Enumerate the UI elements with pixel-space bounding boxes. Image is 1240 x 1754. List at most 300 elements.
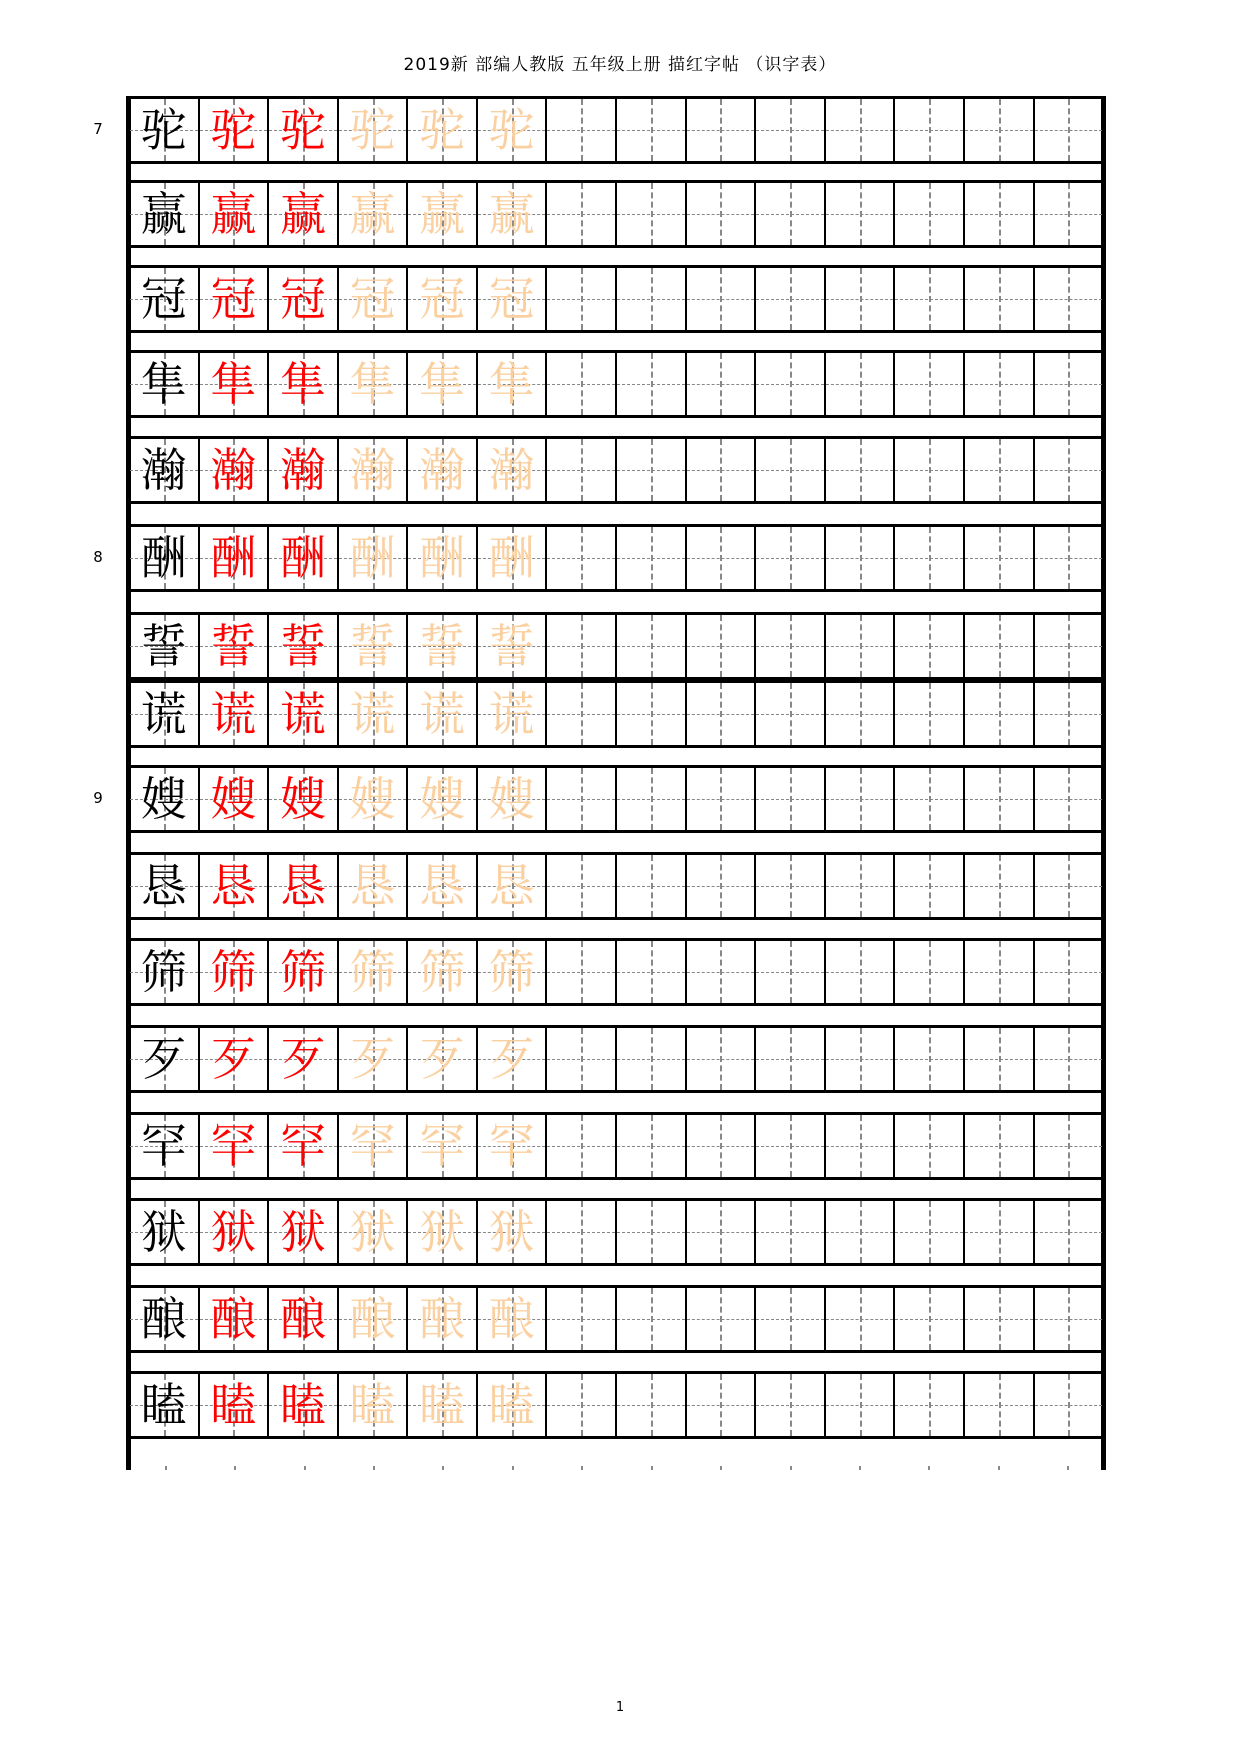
light-trace-character: 狱 (419, 1205, 466, 1259)
trace-cell (408, 527, 478, 589)
trace-cell (478, 353, 548, 415)
empty-practice-cell[interactable] (1035, 1374, 1103, 1436)
light-trace-character: 赢 (349, 187, 396, 241)
model-cell (130, 855, 200, 917)
light-trace-character: 酿 (349, 1292, 396, 1346)
practice-row (130, 852, 1102, 920)
light-trace-character: 罕 (349, 1119, 396, 1173)
empty-practice-cell[interactable] (965, 1201, 1035, 1263)
empty-practice-cell[interactable] (1035, 1201, 1103, 1263)
empty-practice-cell[interactable] (1035, 268, 1103, 330)
trace-cell (269, 683, 339, 745)
empty-practice-cell[interactable] (547, 1115, 617, 1177)
empty-practice-cell[interactable] (687, 941, 757, 1003)
guide-tick (963, 1456, 1032, 1470)
red-trace-character: 狱 (279, 1205, 326, 1259)
trace-cell (339, 183, 409, 245)
empty-practice-cell[interactable] (687, 1374, 757, 1436)
trace-cell (478, 183, 548, 245)
red-trace-character: 谎 (210, 687, 257, 741)
empty-practice-cell[interactable] (687, 268, 757, 330)
empty-practice-cell[interactable] (617, 1028, 687, 1090)
practice-row (130, 765, 1102, 833)
empty-practice-cell[interactable] (1035, 615, 1103, 677)
trace-cell (269, 183, 339, 245)
empty-practice-cell[interactable] (756, 1201, 826, 1263)
model-cell (130, 353, 200, 415)
empty-practice-cell[interactable] (826, 855, 896, 917)
empty-practice-cell[interactable] (617, 683, 687, 745)
empty-practice-cell[interactable] (895, 1028, 965, 1090)
model-cell (130, 768, 200, 830)
light-trace-character: 驼 (488, 103, 535, 157)
empty-practice-cell[interactable] (1035, 1115, 1103, 1177)
model-cell (130, 1028, 200, 1090)
empty-practice-cell[interactable] (547, 855, 617, 917)
empty-practice-cell[interactable] (687, 99, 757, 161)
trace-cell (339, 855, 409, 917)
guide-tick (547, 1456, 616, 1470)
empty-practice-cell[interactable] (547, 99, 617, 161)
empty-practice-cell[interactable] (895, 615, 965, 677)
light-trace-character: 隼 (349, 357, 396, 411)
red-trace-character: 谎 (279, 687, 326, 741)
trace-cell (269, 855, 339, 917)
red-trace-character: 誓 (210, 619, 257, 673)
trace-cell (408, 439, 478, 501)
model-cell (130, 615, 200, 677)
empty-practice-cell[interactable] (756, 1028, 826, 1090)
empty-practice-cell[interactable] (687, 527, 757, 589)
light-trace-character: 酬 (419, 531, 466, 585)
trace-cell (478, 1288, 548, 1350)
trace-cell (478, 527, 548, 589)
trace-cell (478, 439, 548, 501)
empty-practice-cell[interactable] (1035, 353, 1103, 415)
red-trace-character: 瀚 (210, 443, 257, 497)
empty-practice-cell[interactable] (756, 615, 826, 677)
trace-cell (339, 353, 409, 415)
model-character: 歹 (140, 1032, 187, 1086)
light-trace-character: 瀚 (488, 443, 535, 497)
trace-cell (339, 99, 409, 161)
empty-practice-cell[interactable] (687, 1028, 757, 1090)
empty-practice-cell[interactable] (687, 439, 757, 501)
empty-practice-cell[interactable] (965, 615, 1035, 677)
lesson-number: 7 (93, 120, 103, 138)
red-trace-character: 罕 (210, 1119, 257, 1173)
empty-practice-cell[interactable] (965, 268, 1035, 330)
light-trace-character: 歹 (419, 1032, 466, 1086)
trace-cell (339, 268, 409, 330)
light-trace-character: 筛 (349, 945, 396, 999)
empty-practice-cell[interactable] (617, 1288, 687, 1350)
trace-cell (339, 768, 409, 830)
empty-practice-cell[interactable] (826, 268, 896, 330)
empty-practice-cell[interactable] (756, 941, 826, 1003)
empty-practice-cell[interactable] (547, 268, 617, 330)
light-trace-character: 嫂 (349, 772, 396, 826)
model-character: 赢 (140, 187, 187, 241)
empty-practice-cell[interactable] (826, 353, 896, 415)
empty-practice-cell[interactable] (965, 855, 1035, 917)
empty-practice-cell[interactable] (1035, 183, 1103, 245)
guide-tick (338, 1456, 407, 1470)
empty-practice-cell[interactable] (965, 99, 1035, 161)
empty-practice-cell[interactable] (756, 768, 826, 830)
empty-practice-cell[interactable] (965, 1374, 1035, 1436)
trace-cell (339, 439, 409, 501)
guide-tick (685, 1456, 754, 1470)
model-cell (130, 1288, 200, 1350)
trace-cell (200, 941, 270, 1003)
empty-practice-cell[interactable] (756, 527, 826, 589)
guide-tick (199, 1456, 268, 1470)
trace-cell (200, 527, 270, 589)
trace-cell (339, 1374, 409, 1436)
empty-practice-cell[interactable] (895, 1288, 965, 1350)
empty-practice-cell[interactable] (756, 855, 826, 917)
empty-practice-cell[interactable] (617, 527, 687, 589)
empty-practice-cell[interactable] (895, 527, 965, 589)
empty-practice-cell[interactable] (687, 855, 757, 917)
empty-practice-cell[interactable] (687, 1288, 757, 1350)
empty-practice-cell[interactable] (965, 527, 1035, 589)
light-trace-character: 誓 (349, 619, 396, 673)
trace-cell (478, 683, 548, 745)
empty-practice-cell[interactable] (895, 1201, 965, 1263)
empty-practice-cell[interactable] (895, 353, 965, 415)
lesson-number: 8 (93, 548, 103, 566)
empty-practice-cell[interactable] (826, 439, 896, 501)
empty-practice-cell[interactable] (826, 1374, 896, 1436)
empty-practice-cell[interactable] (895, 768, 965, 830)
practice-row (130, 1112, 1102, 1180)
empty-practice-cell[interactable] (965, 1028, 1035, 1090)
light-trace-character: 驼 (349, 103, 396, 157)
light-trace-character: 狱 (488, 1205, 535, 1259)
practice-row (130, 612, 1102, 680)
trace-cell (200, 183, 270, 245)
empty-practice-cell[interactable] (895, 268, 965, 330)
trace-cell (269, 1288, 339, 1350)
trace-cell (408, 268, 478, 330)
light-trace-character: 恳 (349, 859, 396, 913)
empty-practice-cell[interactable] (1035, 439, 1103, 501)
guide-tick (130, 1456, 199, 1470)
empty-practice-cell[interactable] (547, 1288, 617, 1350)
empty-practice-cell[interactable] (617, 99, 687, 161)
trace-cell (339, 941, 409, 1003)
empty-practice-cell[interactable] (1035, 768, 1103, 830)
model-cell (130, 527, 200, 589)
model-character: 瀚 (140, 443, 187, 497)
trace-cell (269, 615, 339, 677)
empty-practice-cell[interactable] (1035, 527, 1103, 589)
lesson-number: 9 (93, 789, 103, 807)
empty-practice-cell[interactable] (687, 768, 757, 830)
light-trace-character: 歹 (349, 1032, 396, 1086)
light-trace-character: 誓 (419, 619, 466, 673)
empty-practice-cell[interactable] (1035, 855, 1103, 917)
model-cell (130, 1115, 200, 1177)
empty-practice-cell[interactable] (547, 1201, 617, 1263)
model-character: 谎 (140, 687, 187, 741)
practice-row (130, 680, 1102, 748)
trace-cell (269, 353, 339, 415)
red-trace-character: 驼 (279, 103, 326, 157)
red-trace-character: 嫂 (210, 772, 257, 826)
empty-practice-cell[interactable] (547, 1374, 617, 1436)
practice-row (130, 180, 1102, 248)
red-trace-character: 瀚 (279, 443, 326, 497)
trace-cell (200, 768, 270, 830)
empty-practice-cell[interactable] (826, 615, 896, 677)
page-title: 2019新 部编人教版 五年级上册 描红字帖 （识字表） (403, 55, 837, 75)
empty-practice-cell[interactable] (756, 99, 826, 161)
empty-practice-cell[interactable] (895, 855, 965, 917)
model-cell (130, 268, 200, 330)
model-cell (130, 183, 200, 245)
trace-cell (339, 1028, 409, 1090)
empty-practice-cell[interactable] (895, 183, 965, 245)
empty-practice-cell[interactable] (617, 183, 687, 245)
light-trace-character: 赢 (488, 187, 535, 241)
empty-practice-cell[interactable] (547, 527, 617, 589)
trace-cell (408, 855, 478, 917)
practice-row (130, 265, 1102, 333)
empty-practice-cell[interactable] (687, 683, 757, 745)
empty-practice-cell[interactable] (895, 439, 965, 501)
empty-practice-cell[interactable] (617, 1374, 687, 1436)
guide-tick (755, 1456, 824, 1470)
model-cell (130, 1374, 200, 1436)
practice-row (130, 96, 1102, 164)
empty-practice-cell[interactable] (895, 1115, 965, 1177)
empty-practice-cell[interactable] (895, 683, 965, 745)
model-character: 酿 (140, 1292, 187, 1346)
trace-cell (269, 1028, 339, 1090)
trace-cell (478, 99, 548, 161)
empty-practice-cell[interactable] (547, 615, 617, 677)
trace-cell (478, 1201, 548, 1263)
light-trace-character: 誓 (488, 619, 535, 673)
empty-practice-cell[interactable] (687, 1115, 757, 1177)
empty-practice-cell[interactable] (895, 1374, 965, 1436)
red-trace-character: 赢 (210, 187, 257, 241)
empty-practice-cell[interactable] (547, 353, 617, 415)
empty-practice-cell[interactable] (826, 768, 896, 830)
empty-practice-cell[interactable] (617, 1201, 687, 1263)
empty-practice-cell[interactable] (1035, 683, 1103, 745)
page-number: 1 (615, 1700, 625, 1715)
trace-cell (339, 615, 409, 677)
empty-practice-cell[interactable] (1035, 1288, 1103, 1350)
empty-practice-cell[interactable] (1035, 941, 1103, 1003)
empty-practice-cell[interactable] (826, 683, 896, 745)
empty-practice-cell[interactable] (547, 439, 617, 501)
red-trace-character: 隼 (210, 357, 257, 411)
guide-tick (894, 1456, 963, 1470)
red-trace-character: 歹 (210, 1032, 257, 1086)
empty-practice-cell[interactable] (756, 439, 826, 501)
light-trace-character: 谎 (419, 687, 466, 741)
empty-practice-cell[interactable] (547, 768, 617, 830)
trace-cell (200, 1115, 270, 1177)
red-trace-character: 赢 (279, 187, 326, 241)
empty-practice-cell[interactable] (965, 1115, 1035, 1177)
empty-practice-cell[interactable] (756, 683, 826, 745)
empty-practice-cell[interactable] (965, 183, 1035, 245)
red-trace-character: 狱 (210, 1205, 257, 1259)
empty-practice-cell[interactable] (895, 99, 965, 161)
model-character: 驼 (140, 103, 187, 157)
empty-practice-cell[interactable] (687, 1201, 757, 1263)
guide-tick (477, 1456, 546, 1470)
red-trace-character: 瞌 (210, 1378, 257, 1432)
light-trace-character: 瞌 (488, 1378, 535, 1432)
model-character: 誓 (140, 619, 187, 673)
empty-practice-cell[interactable] (687, 353, 757, 415)
empty-practice-cell[interactable] (547, 941, 617, 1003)
trace-cell (269, 941, 339, 1003)
light-trace-character: 瞌 (349, 1378, 396, 1432)
empty-practice-cell[interactable] (826, 183, 896, 245)
empty-practice-cell[interactable] (547, 683, 617, 745)
light-trace-character: 瞌 (419, 1378, 466, 1432)
empty-practice-cell[interactable] (826, 941, 896, 1003)
empty-practice-cell[interactable] (826, 1288, 896, 1350)
empty-practice-cell[interactable] (965, 768, 1035, 830)
red-trace-character: 歹 (279, 1032, 326, 1086)
trace-cell (408, 1288, 478, 1350)
empty-practice-cell[interactable] (617, 615, 687, 677)
practice-row (130, 1285, 1102, 1353)
empty-practice-cell[interactable] (756, 183, 826, 245)
empty-practice-cell[interactable] (687, 183, 757, 245)
empty-practice-cell[interactable] (965, 683, 1035, 745)
model-character: 隼 (140, 357, 187, 411)
empty-practice-cell[interactable] (965, 353, 1035, 415)
model-character: 罕 (140, 1119, 187, 1173)
light-trace-character: 瀚 (419, 443, 466, 497)
trace-cell (269, 268, 339, 330)
model-character: 筛 (140, 945, 187, 999)
red-trace-character: 酿 (279, 1292, 326, 1346)
trace-cell (200, 615, 270, 677)
light-trace-character: 筛 (488, 945, 535, 999)
trace-cell (269, 1115, 339, 1177)
trace-cell (408, 1115, 478, 1177)
red-trace-character: 筛 (210, 945, 257, 999)
trace-cell (200, 1028, 270, 1090)
empty-practice-cell[interactable] (617, 941, 687, 1003)
empty-practice-cell[interactable] (965, 1288, 1035, 1350)
empty-practice-cell[interactable] (826, 1201, 896, 1263)
empty-practice-cell[interactable] (965, 439, 1035, 501)
trace-cell (408, 1028, 478, 1090)
light-trace-character: 嫂 (488, 772, 535, 826)
guide-tick (269, 1456, 338, 1470)
trace-cell (269, 99, 339, 161)
trace-cell (269, 768, 339, 830)
light-trace-character: 驼 (419, 103, 466, 157)
light-trace-character: 罕 (488, 1119, 535, 1173)
model-cell (130, 683, 200, 745)
empty-practice-cell[interactable] (547, 183, 617, 245)
empty-practice-cell[interactable] (826, 527, 896, 589)
empty-practice-cell[interactable] (617, 439, 687, 501)
trace-cell (339, 1288, 409, 1350)
model-character: 酬 (140, 531, 187, 585)
empty-practice-cell[interactable] (756, 1115, 826, 1177)
trace-cell (408, 353, 478, 415)
empty-practice-cell[interactable] (895, 941, 965, 1003)
trace-cell (339, 1201, 409, 1263)
model-cell (130, 941, 200, 1003)
trace-cell (200, 1374, 270, 1436)
model-character: 恳 (140, 859, 187, 913)
light-trace-character: 谎 (349, 687, 396, 741)
red-trace-character: 酿 (210, 1292, 257, 1346)
trace-cell (200, 353, 270, 415)
trace-cell (478, 615, 548, 677)
light-trace-character: 隼 (419, 357, 466, 411)
trace-cell (269, 1201, 339, 1263)
empty-practice-cell[interactable] (617, 353, 687, 415)
empty-practice-cell[interactable] (826, 99, 896, 161)
empty-practice-cell[interactable] (756, 1374, 826, 1436)
empty-practice-cell[interactable] (617, 268, 687, 330)
trace-cell (200, 1288, 270, 1350)
empty-practice-cell[interactable] (756, 268, 826, 330)
trace-cell (408, 615, 478, 677)
empty-practice-cell[interactable] (1035, 1028, 1103, 1090)
red-trace-character: 瞌 (279, 1378, 326, 1432)
empty-practice-cell[interactable] (687, 615, 757, 677)
model-cell (130, 99, 200, 161)
red-trace-character: 嫂 (279, 772, 326, 826)
empty-practice-cell[interactable] (756, 353, 826, 415)
red-trace-character: 恳 (210, 859, 257, 913)
red-trace-character: 酬 (279, 531, 326, 585)
empty-practice-cell[interactable] (617, 1115, 687, 1177)
trace-cell (339, 527, 409, 589)
trace-cell (478, 1115, 548, 1177)
empty-practice-cell[interactable] (547, 1028, 617, 1090)
trace-cell (478, 941, 548, 1003)
red-trace-character: 誓 (279, 619, 326, 673)
model-character: 冠 (140, 272, 187, 326)
empty-practice-cell[interactable] (617, 855, 687, 917)
trace-cell (339, 1115, 409, 1177)
practice-row (130, 938, 1102, 1006)
trace-cell (269, 1374, 339, 1436)
empty-practice-cell[interactable] (965, 941, 1035, 1003)
empty-practice-cell[interactable] (617, 768, 687, 830)
trace-cell (408, 1201, 478, 1263)
empty-practice-cell[interactable] (756, 1288, 826, 1350)
guide-tick (408, 1456, 477, 1470)
empty-practice-cell[interactable] (826, 1028, 896, 1090)
trace-cell (200, 855, 270, 917)
light-trace-character: 筛 (419, 945, 466, 999)
light-trace-character: 恳 (488, 859, 535, 913)
trace-cell (408, 99, 478, 161)
empty-practice-cell[interactable] (826, 1115, 896, 1177)
trace-cell (269, 439, 339, 501)
empty-practice-cell[interactable] (1035, 99, 1103, 161)
